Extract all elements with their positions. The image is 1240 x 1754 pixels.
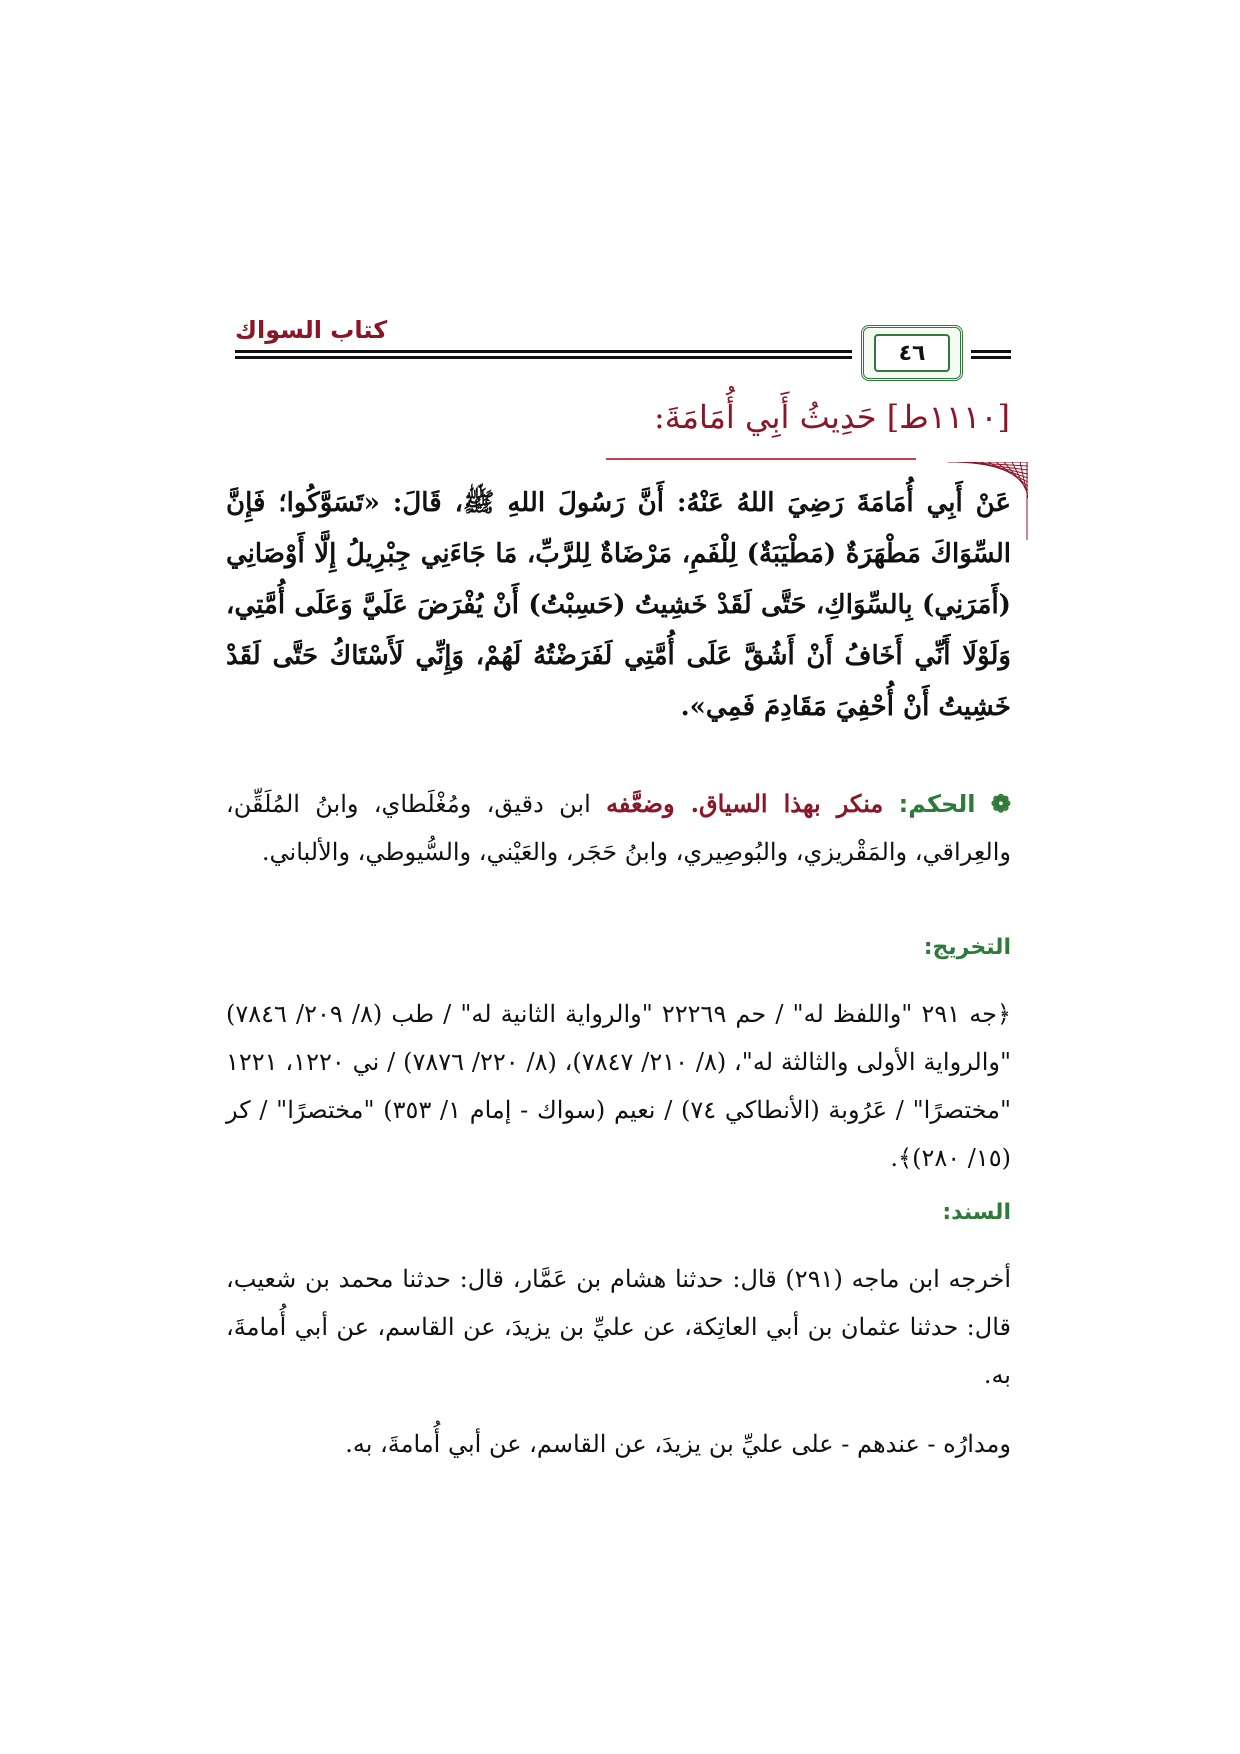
heading-underline (606, 458, 916, 460)
page-number: ٤٦ (874, 334, 950, 372)
page-header (235, 318, 1011, 380)
header-rule (971, 350, 1011, 353)
ruling-paragraph (226, 780, 1011, 876)
sanad-heading: السند: (942, 1200, 1011, 1225)
header-rule (235, 350, 852, 353)
sanad-paragraph-2: ومدارُه - عندهم - على عليِّ بن يزيدَ، عن القاسم، عن أبي أُمامةَ، به. (345, 1430, 1011, 1458)
hadith-heading: [١١١٠ط] حَدِيثُ أَبِي أُمَامَةَ: (653, 398, 1010, 436)
hadith-text: عَنْ أَبِي أُمَامَةَ رَضِيَ اللهُ عَنْهُ: أَنَّ رَسُولَ اللهِ ﷺ، قَالَ: «تَسَوَّكُوا؛ فَإِنَّ السِّوَاكَ مَطْهَرَةٌ (مَطْيَبَةٌ) لِلْفَمِ، مَرْضَاةٌ لِلرَّبِّ، مَا جَاءَنِي جِبْرِيلُ إِلَّا أَوْصَانِي (أَمَرَنِي) بِالسِّوَاكِ، حَتَّى لَقَدْ خَشِيتُ (حَسِبْتُ) أَنْ يُفْرَضَ عَلَيَّ وَعَلَى أُمَّتِي، وَلَوْلَا أَنِّي أَخَافُ أَنْ أَشُقَّ عَلَى أُمَّتِي لَفَرَضْتُهُ لَهُمْ، وَإِنِّي لَأَسْتَاكُ حَتَّى لَقَدْ خَشِيتُ أَنْ أُحْفِيَ مَقَادِمَ فَمِي». (226, 488, 1011, 722)
rose-ornament-icon: ❁ (990, 789, 1011, 818)
ruling-text: ابن دقيق، ومُغْلَطاي، وابنُ المُلَقِّن، والعِراقي، والمَقْريزي، والبُوصِيري، وابنُ حَجَر، والعَيْني، والسُّيوطي، والألباني. (226, 790, 1011, 866)
sanad-paragraph-1: أخرجه ابن ماجه (٢٩١) قال: حدثنا هشام بن عَمَّار، قال: حدثنا محمد بن شعيب، قال: حدثنا عثمان بن أبي العاتِكة، عن عليِّ بن يزيدَ، عن القاسم، عن أبي أُمامةَ، به. (226, 1265, 1011, 1389)
ruling-verdict: منكر بهذا السياق. وضعَّفه (606, 789, 884, 818)
header-rule (971, 356, 1011, 359)
page-number-frame (861, 325, 963, 381)
takhrij-heading: التخريج: (923, 935, 1011, 960)
book-title: كتاب السواك (235, 316, 388, 344)
takhrij-text: ﴿جه ٢٩١ "واللفظ له" / حم ٢٢٢٦٩ "والرواية الثانية له" / طب (٨/ ٢٠٩/ ٧٨٤٦) "والرواية الأولى والثالثة له"، (٨/ ٢١٠/ ٧٨٤٧)، (٨/ ٢٢٠/ ٧٨٧٦) / ني ١٢٢٠، ١٢٢١ "مختصرًا" / عَرُوبة (الأنطاكي ٧٤) / نعيم (سواك - إمام ١/ ٣٥٣) "مختصرًا" / كر (١٥/ ٢٨٠)﴾. (226, 1000, 1012, 1172)
ruling-label: الحكم: (898, 790, 976, 818)
header-rule (235, 356, 852, 359)
